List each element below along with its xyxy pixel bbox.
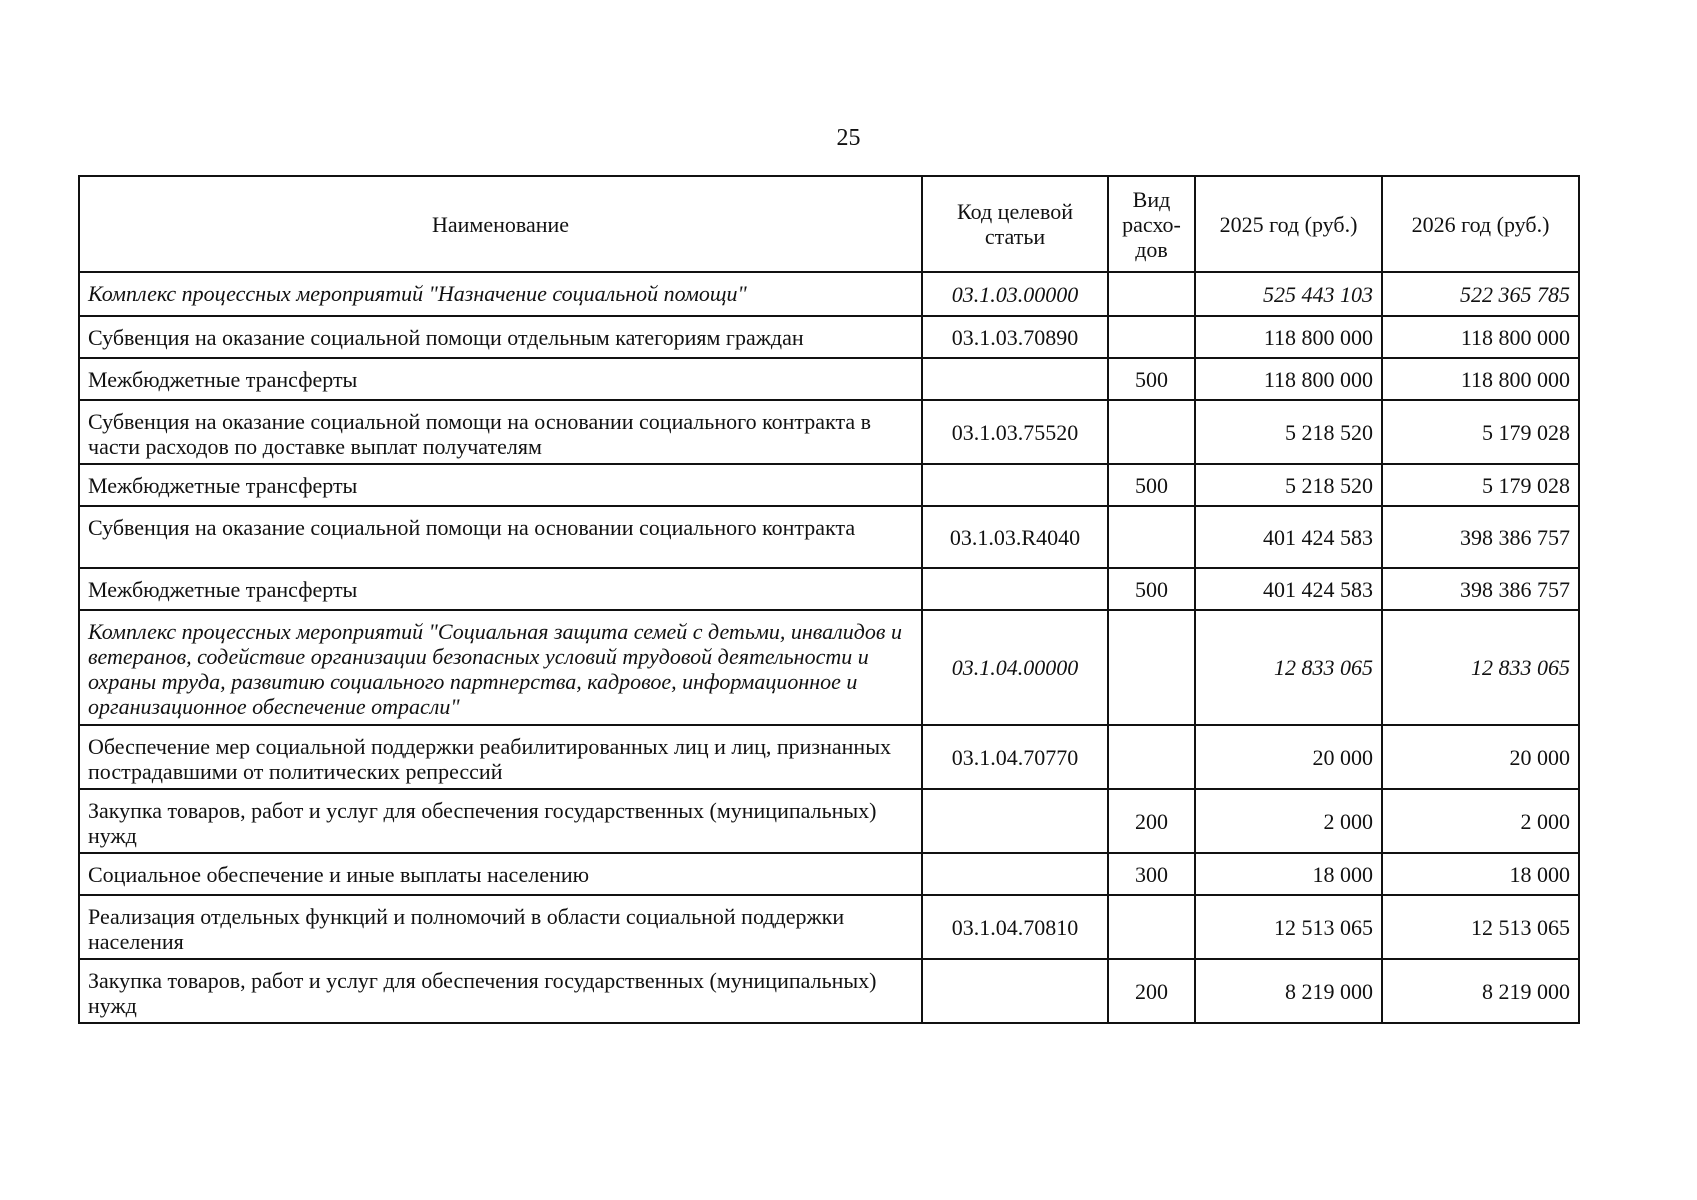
row-amount-2026: 5 179 028 [1382,464,1579,506]
row-amount-2025: 8 219 000 [1195,959,1382,1023]
row-amount-2025: 5 218 520 [1195,400,1382,464]
row-amount-2025: 401 424 583 [1195,568,1382,610]
table-row [79,789,1579,853]
row-expense-kind: 200 [1108,789,1195,853]
row-name: Межбюджетные трансферты [79,568,922,610]
row-target-code [922,959,1108,1023]
row-target-code [922,853,1108,895]
table-row [79,568,1579,610]
header-year-2025: 2025 год (руб.) [1195,176,1382,272]
table-row [79,506,1579,568]
row-name: Закупка товаров, работ и услуг для обеспечения государственных (муниципальных) нужд [79,959,922,1023]
row-name: Субвенция на оказание социальной помощи отдельным категориям граждан [79,316,922,358]
row-target-code [922,464,1108,506]
row-target-code [922,358,1108,400]
row-name: Реализация отдельных функций и полномочий в области социальной поддержки населения [79,895,922,959]
row-target-code: 03.1.04.00000 [922,610,1108,725]
row-expense-kind: 200 [1108,959,1195,1023]
row-name: Комплекс процессных мероприятий "Назначение социальной помощи" [79,272,922,316]
row-amount-2026: 398 386 757 [1382,506,1579,568]
row-expense-kind [1108,725,1195,789]
row-target-code [922,568,1108,610]
row-amount-2026: 2 000 [1382,789,1579,853]
row-name: Закупка товаров, работ и услуг для обеспечения государственных (муниципальных) нужд [79,789,922,853]
row-amount-2025: 2 000 [1195,789,1382,853]
row-amount-2026: 12 833 065 [1382,610,1579,725]
row-expense-kind [1108,400,1195,464]
table-row [79,316,1579,358]
row-expense-kind: 500 [1108,464,1195,506]
table-row [79,959,1579,1023]
row-name: Комплекс процессных мероприятий "Социальная защита семей с детьми, инвалидов и ветеранов, содействие организации безопасных условий трудовой деятельности и охраны труда, развитию социального партнерства, кадровое, информационное и организационное обеспечение отрасли" [79,610,922,725]
table-row [79,725,1579,789]
row-expense-kind [1108,272,1195,316]
row-amount-2025: 118 800 000 [1195,316,1382,358]
row-expense-kind: 500 [1108,358,1195,400]
row-expense-kind [1108,610,1195,725]
row-amount-2025: 20 000 [1195,725,1382,789]
row-target-code: 03.1.03.75520 [922,400,1108,464]
row-name: Межбюджетные трансферты [79,358,922,400]
header-code: Код целевой статьи [922,176,1108,272]
row-name: Обеспечение мер социальной поддержки реабилитированных лиц и лиц, признанных пострадавшими от политических репрессий [79,725,922,789]
row-expense-kind [1108,316,1195,358]
table-row [79,400,1579,464]
row-amount-2025: 401 424 583 [1195,506,1382,568]
row-expense-kind [1108,895,1195,959]
row-amount-2026: 118 800 000 [1382,358,1579,400]
row-name: Социальное обеспечение и иные выплаты населению [79,853,922,895]
row-amount-2026: 8 219 000 [1382,959,1579,1023]
row-amount-2026: 20 000 [1382,725,1579,789]
header-name: Наименование [79,176,922,272]
row-amount-2025: 525 443 103 [1195,272,1382,316]
table-row [79,272,1579,316]
budget-table [78,175,1580,1024]
table-row [79,464,1579,506]
row-amount-2025: 12 833 065 [1195,610,1382,725]
row-amount-2026: 522 365 785 [1382,272,1579,316]
row-target-code: 03.1.04.70770 [922,725,1108,789]
row-amount-2025: 5 218 520 [1195,464,1382,506]
row-expense-kind [1108,506,1195,568]
row-name: Субвенция на оказание социальной помощи на основании социального контракта в части расходов по доставке выплат получателям [79,400,922,464]
row-name: Межбюджетные трансферты [79,464,922,506]
table-header-row [79,176,1579,272]
row-amount-2026: 398 386 757 [1382,568,1579,610]
row-amount-2025: 118 800 000 [1195,358,1382,400]
row-amount-2026: 18 000 [1382,853,1579,895]
page-number: 25 [836,125,861,151]
row-target-code: 03.1.03.70890 [922,316,1108,358]
table-row [79,610,1579,725]
table-row [79,853,1579,895]
row-target-code: 03.1.03.R4040 [922,506,1108,568]
table-row [79,895,1579,959]
row-target-code: 03.1.04.70810 [922,895,1108,959]
row-amount-2025: 12 513 065 [1195,895,1382,959]
table-row [79,358,1579,400]
row-expense-kind: 300 [1108,853,1195,895]
row-amount-2026: 5 179 028 [1382,400,1579,464]
table-body [79,272,1579,1023]
row-amount-2026: 118 800 000 [1382,316,1579,358]
row-amount-2025: 18 000 [1195,853,1382,895]
header-year-2026: 2026 год (руб.) [1382,176,1579,272]
row-expense-kind: 500 [1108,568,1195,610]
row-name: Субвенция на оказание социальной помощи на основании социального контракта [79,506,922,568]
row-target-code [922,789,1108,853]
row-target-code: 03.1.03.00000 [922,272,1108,316]
header-kind: Вид расхо-дов [1108,176,1195,272]
row-amount-2026: 12 513 065 [1382,895,1579,959]
